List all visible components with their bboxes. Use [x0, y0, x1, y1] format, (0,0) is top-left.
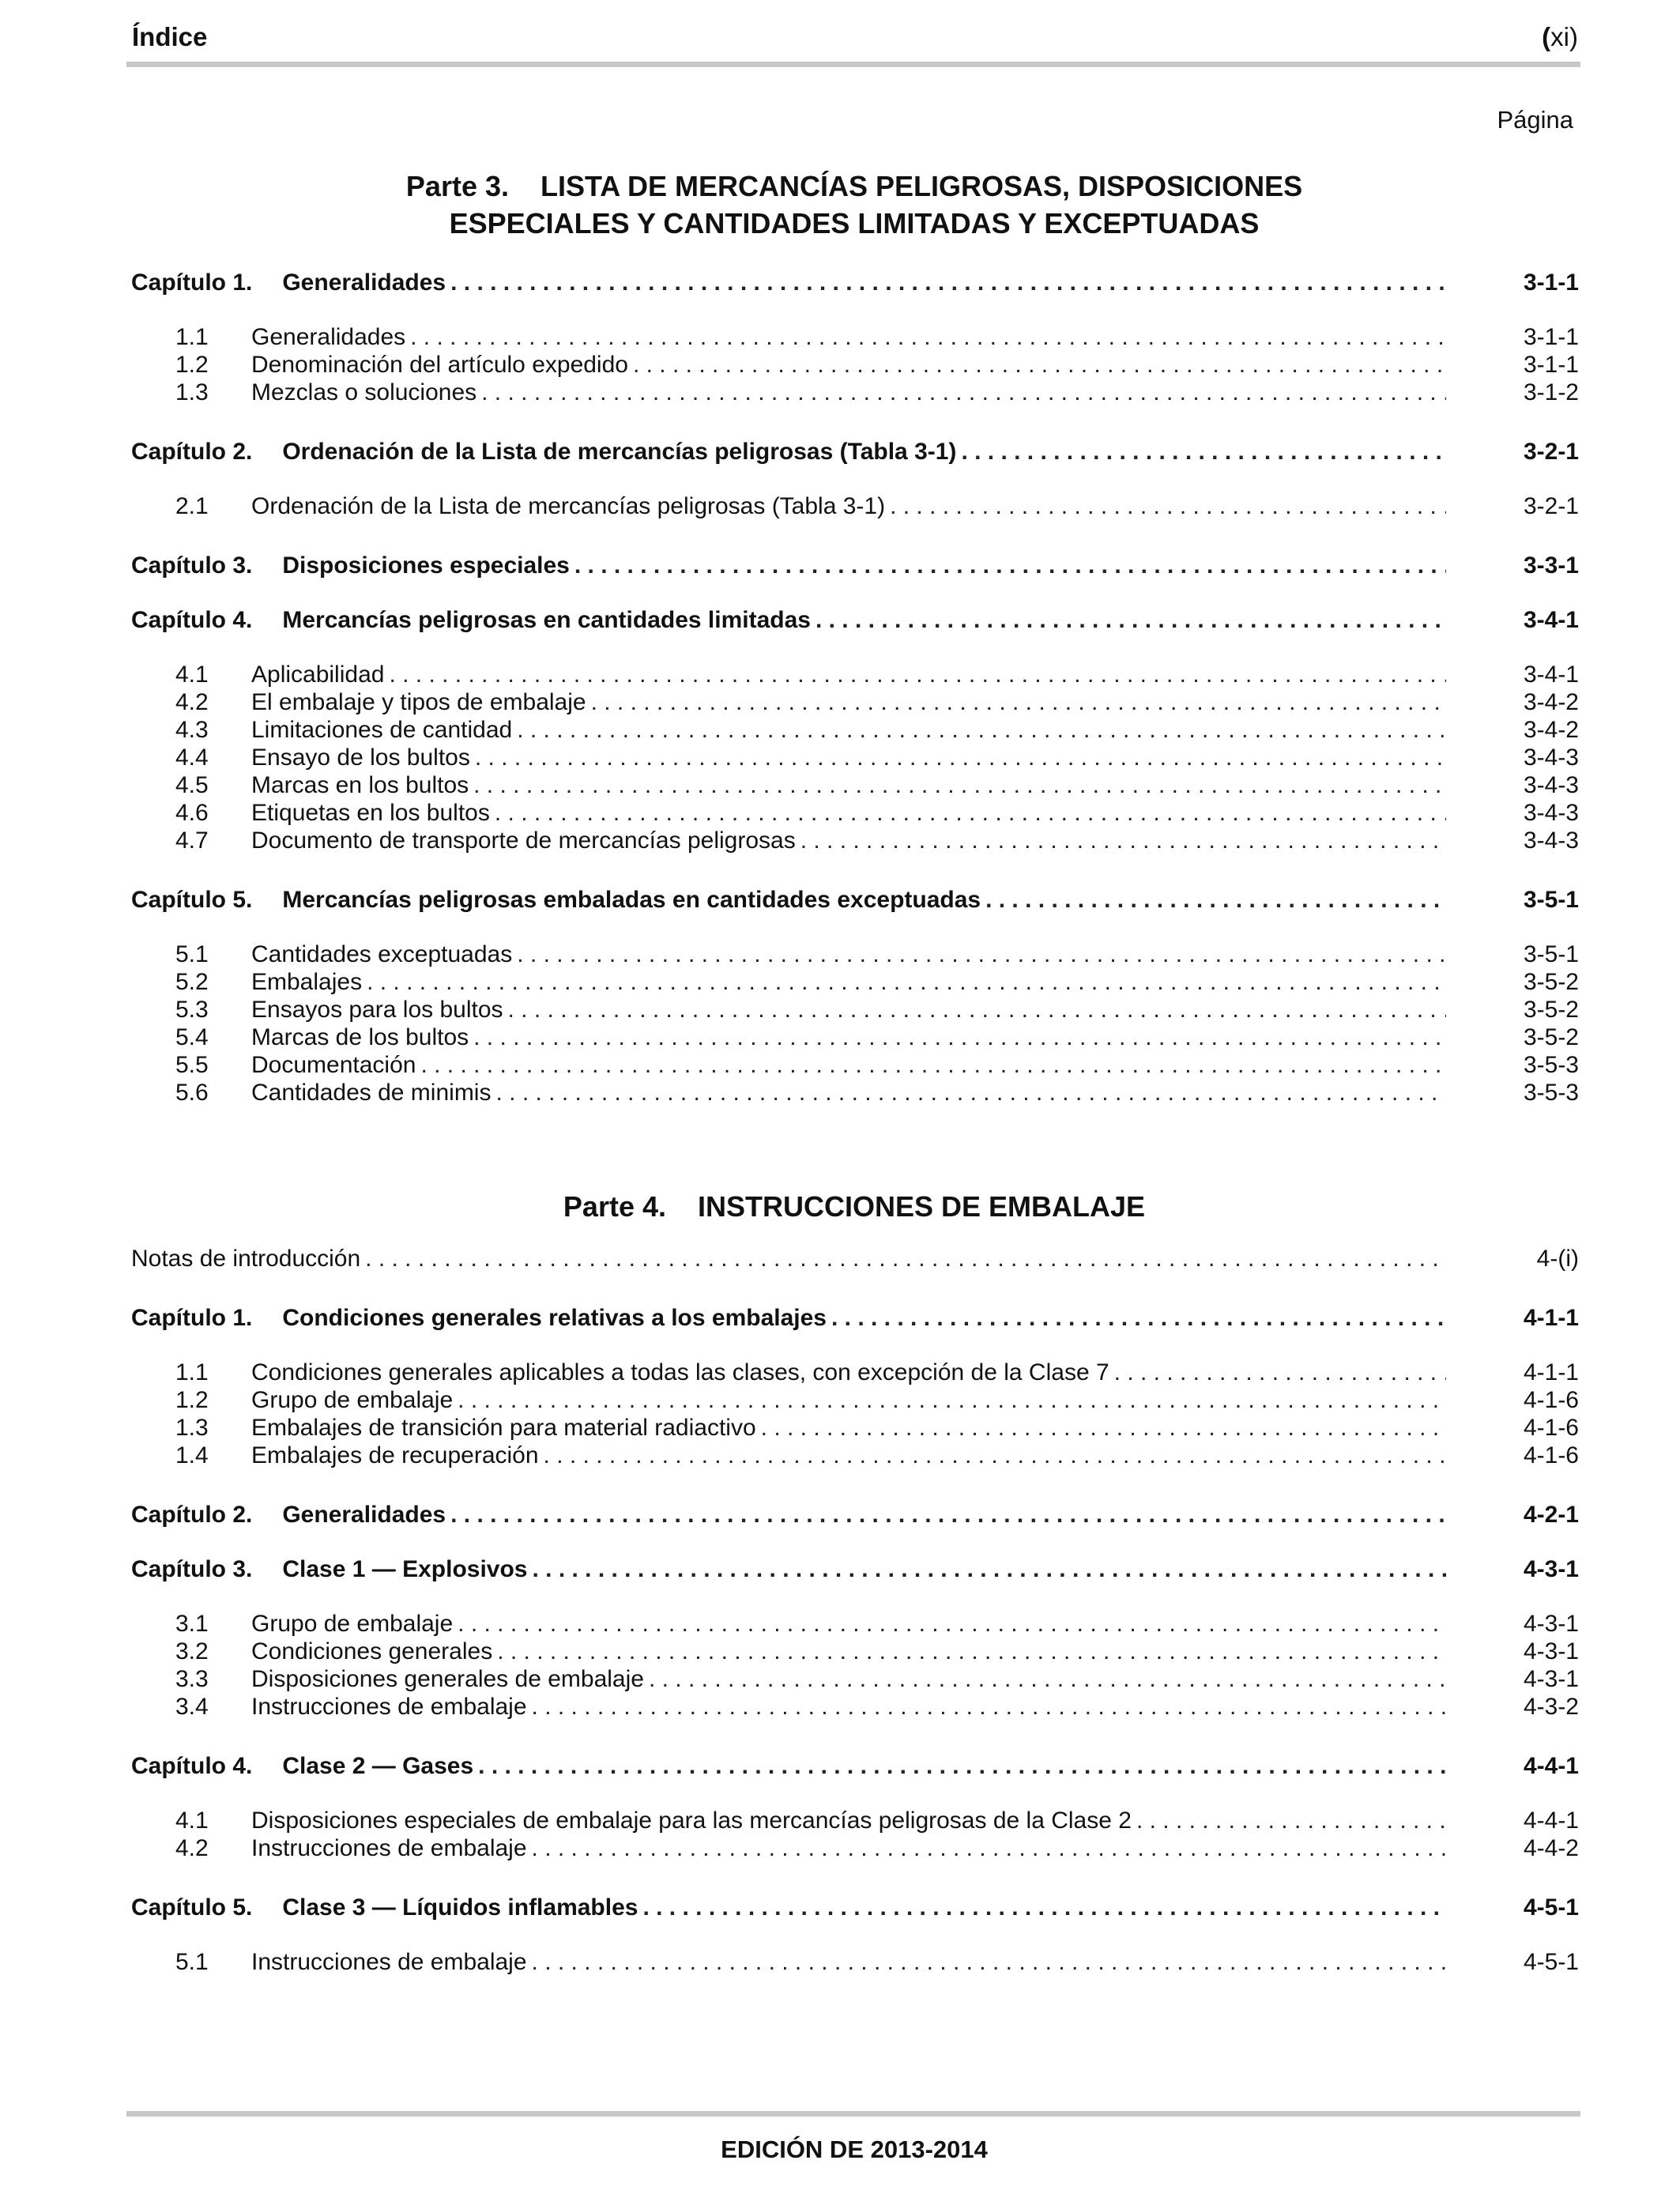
toc-leader-dots — [532, 1555, 1446, 1583]
toc-intro-entry[interactable] — [131, 1245, 1579, 1272]
toc-entry-title: Ensayos para los bultos — [251, 997, 503, 1023]
toc-leader-dots — [633, 351, 1446, 379]
toc-entry-title: Etiquetas en los bultos — [251, 800, 490, 826]
toc-section-entry[interactable] — [131, 661, 1579, 688]
toc-entry-title: Mezclas o soluciones — [251, 379, 477, 405]
toc-leader-dots — [1136, 1807, 1446, 1834]
toc-entry-page: 3-4-3 — [1523, 800, 1579, 826]
part-3-toc — [131, 269, 1579, 1106]
toc-chapter-entry[interactable] — [131, 606, 1579, 634]
toc-entry-title: Marcas en los bultos — [251, 772, 469, 798]
toc-spacer — [131, 466, 1579, 492]
toc-entry-left — [131, 941, 1446, 968]
toc-spacer — [131, 854, 1579, 886]
toc-leader-dots — [831, 1304, 1446, 1332]
toc-entry-left — [131, 1359, 1446, 1386]
part-4-title-text-1: INSTRUCCIONES DE EMBALAJE — [698, 1190, 1146, 1223]
toc-spacer — [131, 406, 1579, 438]
toc-section-entry[interactable] — [131, 941, 1579, 968]
toc-entry-page: 3-4-2 — [1523, 717, 1579, 743]
toc-section-entry[interactable] — [131, 716, 1579, 744]
toc-entry-number: 4.2 — [175, 689, 209, 715]
toc-entry-left — [131, 716, 1446, 744]
page-header — [129, 19, 1580, 58]
toc-entry-number: 5.4 — [175, 1024, 209, 1050]
toc-leader-dots — [649, 1665, 1446, 1693]
toc-spacer — [131, 634, 1579, 661]
part-3-title-line-1 — [129, 168, 1580, 205]
toc-entry-page: 3-1-1 — [1523, 324, 1579, 350]
toc-spacer — [131, 1921, 1579, 1948]
toc-entry-number: Capítulo 3. — [131, 552, 253, 579]
footer-edition: EDICIÓN DE 2013-2014 — [721, 2136, 988, 2163]
toc-leader-dots — [497, 1638, 1446, 1665]
part-4-label: Parte 4. — [563, 1190, 666, 1223]
toc-leader-dots — [532, 1948, 1446, 1976]
toc-entry-number: 4.1 — [175, 1808, 209, 1834]
toc-spacer — [131, 1529, 1579, 1555]
toc-leader-dots — [458, 1386, 1446, 1414]
toc-entry-number: 4.6 — [175, 800, 209, 826]
toc-section-entry[interactable] — [131, 1442, 1579, 1469]
toc-section-entry[interactable] — [131, 827, 1579, 854]
toc-spacer — [131, 1862, 1579, 1894]
pagina-label: Página — [1497, 106, 1573, 134]
toc-section-entry[interactable] — [131, 771, 1579, 799]
toc-section-entry[interactable] — [131, 1079, 1579, 1106]
toc-entry-title: Disposiciones especiales — [282, 552, 570, 579]
toc-entry-number: 3.1 — [175, 1611, 209, 1637]
toc-entry-left — [131, 552, 1446, 579]
toc-leader-dots — [473, 771, 1446, 799]
toc-leader-dots — [517, 716, 1446, 744]
toc-entry-page: 3-3-1 — [1523, 552, 1579, 579]
toc-entry-number: 3.2 — [175, 1638, 209, 1664]
toc-leader-dots — [495, 1079, 1446, 1106]
toc-entry-number: Capítulo 4. — [131, 1753, 253, 1779]
toc-entry-left — [131, 1555, 1446, 1583]
toc-entry-title: Generalidades — [282, 1502, 446, 1528]
toc-entry-title: Ordenación de la Lista de mercancías peligrosas (Tabla 3-1) — [282, 439, 957, 465]
header-page-number — [1542, 22, 1578, 52]
toc-entry-left — [131, 1665, 1446, 1693]
toc-section-entry[interactable] — [131, 996, 1579, 1023]
toc-entry-number: 5.1 — [175, 1949, 209, 1975]
toc-leader-dots — [574, 552, 1446, 579]
toc-leader-dots — [800, 827, 1446, 854]
toc-entry-title: Denominación del artículo expedido — [251, 352, 628, 378]
toc-entry-number: 4.1 — [175, 662, 209, 688]
toc-entry-title: Cantidades de minimis — [251, 1080, 492, 1106]
toc-section-entry[interactable] — [131, 323, 1579, 351]
toc-section-entry[interactable] — [131, 1948, 1579, 1976]
toc-entry-page: 3-4-1 — [1523, 607, 1579, 633]
toc-entry-title: Condiciones generales aplicables a todas las clases, con excepción de la Clase 7 — [251, 1359, 1109, 1385]
toc-spacer — [131, 1332, 1579, 1359]
toc-chapter-entry[interactable] — [131, 438, 1579, 466]
toc-leader-dots — [420, 1051, 1446, 1079]
toc-entry-number: 3.4 — [175, 1694, 209, 1720]
toc-leader-dots — [481, 379, 1446, 406]
part-3-title — [129, 168, 1580, 242]
toc-entry-number: Capítulo 2. — [131, 439, 253, 465]
toc-entry-page: 4-3-1 — [1523, 1666, 1579, 1692]
toc-leader-dots — [761, 1414, 1446, 1442]
toc-chapter-entry[interactable] — [131, 1894, 1579, 1921]
toc-entry-page: 3-4-3 — [1523, 772, 1579, 798]
toc-entry-left — [131, 438, 1446, 466]
toc-entry-left — [131, 1051, 1446, 1079]
toc-section-entry[interactable] — [131, 688, 1579, 716]
toc-entry-left — [131, 1079, 1446, 1106]
toc-entry-number: 2.1 — [175, 493, 209, 519]
toc-entry-title: Disposiciones especiales de embalaje para las mercancías peligrosas de la Clase 2 — [251, 1808, 1132, 1834]
toc-entry-number: 4.2 — [175, 1835, 209, 1861]
toc-entry-left — [131, 1414, 1446, 1442]
toc-leader-dots — [475, 744, 1446, 771]
toc-entry-number: 1.2 — [175, 1387, 209, 1413]
toc-entry-left — [131, 744, 1446, 771]
toc-entry-left — [131, 492, 1446, 520]
toc-section-entry[interactable] — [131, 492, 1579, 520]
toc-chapter-entry[interactable] — [131, 1752, 1579, 1780]
toc-entry-title: Embalajes de recuperación — [251, 1442, 539, 1468]
toc-leader-dots — [410, 323, 1446, 351]
toc-entry-left — [131, 1442, 1446, 1469]
toc-entry-left — [131, 1501, 1446, 1529]
header-rule — [126, 62, 1580, 67]
toc-entry-page: 4-4-2 — [1523, 1835, 1579, 1861]
toc-entry-page: 4-3-1 — [1523, 1556, 1579, 1582]
toc-spacer — [131, 579, 1579, 606]
toc-entry-number: 1.3 — [175, 379, 209, 405]
toc-entry-left — [131, 1807, 1446, 1834]
toc-entry-title: Mercancías peligrosas en cantidades limitadas — [282, 607, 811, 633]
toc-entry-page: 4-3-2 — [1523, 1694, 1579, 1720]
toc-entry-page: 4-5-1 — [1523, 1949, 1579, 1975]
toc-entry-left — [131, 606, 1446, 634]
toc-entry-title: Documentación — [251, 1052, 416, 1078]
toc-entry-left — [131, 688, 1446, 716]
toc-entry-title: Disposiciones generales de embalaje — [251, 1666, 644, 1692]
toc-entry-title: Limitaciones de cantidad — [251, 717, 513, 743]
toc-entry-number: 1.2 — [175, 352, 209, 378]
toc-entry-number: 1.3 — [175, 1415, 209, 1441]
part-4-title — [129, 1188, 1580, 1225]
toc-entry-page: 3-4-3 — [1523, 745, 1579, 771]
toc-leader-dots — [389, 661, 1446, 688]
toc-entry-title: Grupo de embalaje — [251, 1387, 454, 1413]
toc-entry-page: 3-5-1 — [1523, 941, 1579, 967]
toc-leader-dots — [495, 799, 1446, 827]
toc-entry-page: 4-2-1 — [1523, 1502, 1579, 1528]
toc-spacer — [131, 520, 1579, 552]
header-title: Índice — [132, 22, 208, 51]
toc-entry-title: Instrucciones de embalaje — [251, 1949, 527, 1975]
toc-entry-number: 1.1 — [175, 324, 209, 350]
toc-leader-dots — [1114, 1359, 1446, 1386]
toc-entry-title: Aplicabilidad — [251, 662, 385, 688]
part-3-label: Parte 3. — [405, 170, 509, 202]
toc-section-entry[interactable] — [131, 1023, 1579, 1051]
toc-spacer — [131, 1721, 1579, 1752]
toc-entry-left — [131, 1894, 1446, 1921]
toc-entry-number: 3.3 — [175, 1666, 209, 1692]
toc-section-entry[interactable] — [131, 968, 1579, 996]
toc-chapter-entry[interactable] — [131, 1304, 1579, 1332]
toc-leader-dots — [591, 688, 1446, 716]
toc-entry-left — [131, 1610, 1446, 1638]
toc-entry-page: 4-3-1 — [1523, 1638, 1579, 1664]
toc-entry-number: Capítulo 1. — [131, 1305, 253, 1331]
toc-entry-page: 3-5-3 — [1523, 1080, 1579, 1106]
toc-entry-title: El embalaje y tipos de embalaje — [251, 689, 586, 715]
toc-entry-left — [131, 1693, 1446, 1721]
toc-entry-title: Generalidades — [251, 324, 406, 350]
toc-chapter-entry[interactable] — [131, 552, 1579, 579]
toc-entry-page: 3-5-3 — [1523, 1052, 1579, 1078]
toc-entry-left — [131, 1834, 1446, 1862]
toc-entry-number: 5.5 — [175, 1052, 209, 1078]
toc-entry-page: 3-4-1 — [1523, 662, 1579, 688]
toc-entry-number: Capítulo 1. — [131, 270, 253, 296]
toc-section-entry[interactable] — [131, 1414, 1579, 1442]
part-4-toc — [131, 1245, 1579, 1976]
toc-entry-title: Instrucciones de embalaje — [251, 1835, 527, 1861]
toc-entry-page: 3-5-2 — [1523, 1024, 1579, 1050]
toc-spacer — [131, 1780, 1579, 1807]
toc-section-entry[interactable] — [131, 1638, 1579, 1665]
toc-entry-page: 3-5-2 — [1523, 997, 1579, 1023]
toc-entry-page: 4-1-1 — [1523, 1305, 1579, 1331]
toc-entry-page: 3-1-1 — [1523, 352, 1579, 378]
toc-entry-number: 4.7 — [175, 827, 209, 854]
toc-spacer — [131, 1469, 1579, 1501]
toc-spacer — [131, 1272, 1579, 1304]
toc-entry-left — [131, 1752, 1446, 1780]
toc-entry-left — [131, 799, 1446, 827]
toc-entry-title: Notas de introducción — [131, 1246, 361, 1272]
toc-section-entry[interactable] — [131, 1610, 1579, 1638]
toc-entry-page: 3-2-1 — [1523, 439, 1579, 465]
toc-section-entry[interactable] — [131, 1665, 1579, 1693]
toc-entry-title: Condiciones generales relativas a los embalajes — [282, 1305, 827, 1331]
toc-leader-dots — [478, 1752, 1446, 1780]
toc-entry-page: 3-5-1 — [1523, 887, 1579, 913]
toc-entry-page: 4-1-6 — [1523, 1415, 1579, 1441]
header-page-number-value: xi) — [1550, 22, 1578, 51]
toc-entry-left — [131, 269, 1446, 296]
toc-entry-left — [131, 1023, 1446, 1051]
toc-entry-page: 3-2-1 — [1523, 493, 1579, 519]
toc-entry-title: Embalajes — [251, 969, 363, 995]
toc-section-entry[interactable] — [131, 1359, 1579, 1386]
toc-entry-number: 1.4 — [175, 1442, 209, 1468]
toc-leader-dots — [458, 1610, 1446, 1638]
toc-entry-left — [131, 996, 1446, 1023]
toc-entry-left — [131, 1386, 1446, 1414]
toc-entry-number: Capítulo 3. — [131, 1556, 253, 1582]
toc-leader-dots — [473, 1023, 1446, 1051]
toc-entry-title: Ensayo de los bultos — [251, 745, 470, 771]
toc-leader-dots — [532, 1693, 1446, 1721]
toc-entry-left — [131, 661, 1446, 688]
toc-entry-page: 4-4-1 — [1523, 1753, 1579, 1779]
toc-section-entry[interactable] — [131, 744, 1579, 771]
toc-entry-page: 3-1-1 — [1523, 270, 1579, 296]
toc-section-entry[interactable] — [131, 1807, 1579, 1834]
toc-leader-dots — [816, 606, 1446, 634]
toc-leader-dots — [508, 996, 1446, 1023]
toc-section-entry[interactable] — [131, 1386, 1579, 1414]
toc-entry-title: Marcas de los bultos — [251, 1024, 469, 1050]
toc-entry-left — [131, 351, 1446, 379]
toc-section-entry[interactable] — [131, 1834, 1579, 1862]
toc-entry-page: 4-4-1 — [1523, 1808, 1579, 1834]
toc-entry-title: Clase 2 — Gases — [282, 1753, 474, 1779]
part-3-title-text-1: LISTA DE MERCANCÍAS PELIGROSAS, DISPOSICIONES — [540, 170, 1303, 202]
toc-leader-dots — [544, 1442, 1446, 1469]
toc-entry-left — [131, 968, 1446, 996]
toc-entry-left — [131, 1304, 1446, 1332]
toc-leader-dots — [890, 492, 1446, 520]
toc-entry-page: 4-1-6 — [1523, 1387, 1579, 1413]
toc-entry-number: Capítulo 2. — [131, 1502, 253, 1528]
toc-section-entry[interactable] — [131, 1051, 1579, 1079]
part-4-title-line-1 — [129, 1188, 1580, 1225]
toc-entry-number: Capítulo 5. — [131, 1894, 253, 1921]
toc-entry-number: 4.4 — [175, 745, 209, 771]
toc-entry-page: 4-1-6 — [1523, 1442, 1579, 1468]
toc-entry-number: 5.3 — [175, 997, 209, 1023]
toc-entry-number: 4.3 — [175, 717, 209, 743]
toc-leader-dots — [961, 438, 1446, 466]
toc-entry-left — [131, 379, 1446, 406]
toc-section-entry[interactable] — [131, 351, 1579, 379]
toc-entry-title: Generalidades — [282, 270, 446, 296]
toc-entry-page: 4-5-1 — [1523, 1894, 1579, 1921]
toc-section-entry[interactable] — [131, 799, 1579, 827]
toc-spacer — [131, 296, 1579, 323]
toc-entry-title: Mercancías peligrosas embaladas en cantidades exceptuadas — [282, 887, 981, 913]
toc-entry-page: 3-5-2 — [1523, 969, 1579, 995]
toc-entry-title: Ordenación de la Lista de mercancías peligrosas (Tabla 3-1) — [251, 493, 886, 519]
toc-leader-dots — [367, 968, 1446, 996]
toc-entry-page: 3-4-2 — [1523, 689, 1579, 715]
toc-entry-title: Clase 3 — Líquidos inflamables — [282, 1894, 638, 1921]
toc-leader-dots — [365, 1245, 1446, 1272]
toc-leader-dots — [517, 941, 1446, 968]
toc-entry-left — [131, 323, 1446, 351]
toc-entry-title: Clase 1 — Explosivos — [282, 1556, 528, 1582]
toc-entry-title: Instrucciones de embalaje — [251, 1694, 527, 1720]
toc-spacer — [131, 914, 1579, 941]
toc-entry-number: 1.1 — [175, 1359, 209, 1385]
toc-entry-page: 3-4-3 — [1523, 827, 1579, 854]
toc-chapter-entry[interactable] — [131, 886, 1579, 914]
toc-entry-page: 4-(i) — [1536, 1246, 1579, 1272]
toc-entry-left — [131, 1948, 1446, 1976]
toc-entry-title: Condiciones generales — [251, 1638, 493, 1664]
toc-entry-left — [131, 1638, 1446, 1665]
toc-section-entry[interactable] — [131, 379, 1579, 406]
toc-entry-page: 3-1-2 — [1523, 379, 1579, 405]
toc-entry-number: 5.1 — [175, 941, 209, 967]
toc-entry-number: 5.2 — [175, 969, 209, 995]
toc-leader-dots — [450, 1501, 1446, 1529]
toc-chapter-entry[interactable] — [131, 269, 1579, 296]
toc-entry-left — [131, 1245, 1446, 1272]
toc-leader-dots — [642, 1894, 1446, 1921]
toc-entry-title: Documento de transporte de mercancías peligrosas — [251, 827, 796, 854]
toc-leader-dots — [450, 269, 1446, 296]
toc-entry-page: 4-1-1 — [1523, 1359, 1579, 1385]
toc-chapter-entry[interactable] — [131, 1555, 1579, 1583]
toc-entry-number: Capítulo 4. — [131, 607, 253, 633]
toc-entry-left — [131, 827, 1446, 854]
footer-rule — [126, 2111, 1580, 2117]
part-3-title-line-2: ESPECIALES Y CANTIDADES LIMITADAS Y EXCEPTUADAS — [449, 207, 1260, 239]
toc-leader-dots — [985, 886, 1446, 914]
toc-entry-title: Cantidades exceptuadas — [251, 941, 513, 967]
toc-spacer — [131, 1583, 1579, 1610]
toc-leader-dots — [532, 1834, 1446, 1862]
toc-entry-title: Grupo de embalaje — [251, 1611, 454, 1637]
header-page-number-open: ( — [1542, 22, 1551, 51]
toc-entry-number: Capítulo 5. — [131, 887, 253, 913]
toc-entry-number: 4.5 — [175, 772, 209, 798]
toc-chapter-entry[interactable] — [131, 1501, 1579, 1529]
toc-entry-page: 4-3-1 — [1523, 1611, 1579, 1637]
toc-entry-number: 5.6 — [175, 1080, 209, 1106]
toc-entry-left — [131, 886, 1446, 914]
toc-entry-left — [131, 771, 1446, 799]
toc-entry-title: Embalajes de transición para material radiactivo — [251, 1415, 756, 1441]
toc-section-entry[interactable] — [131, 1693, 1579, 1721]
